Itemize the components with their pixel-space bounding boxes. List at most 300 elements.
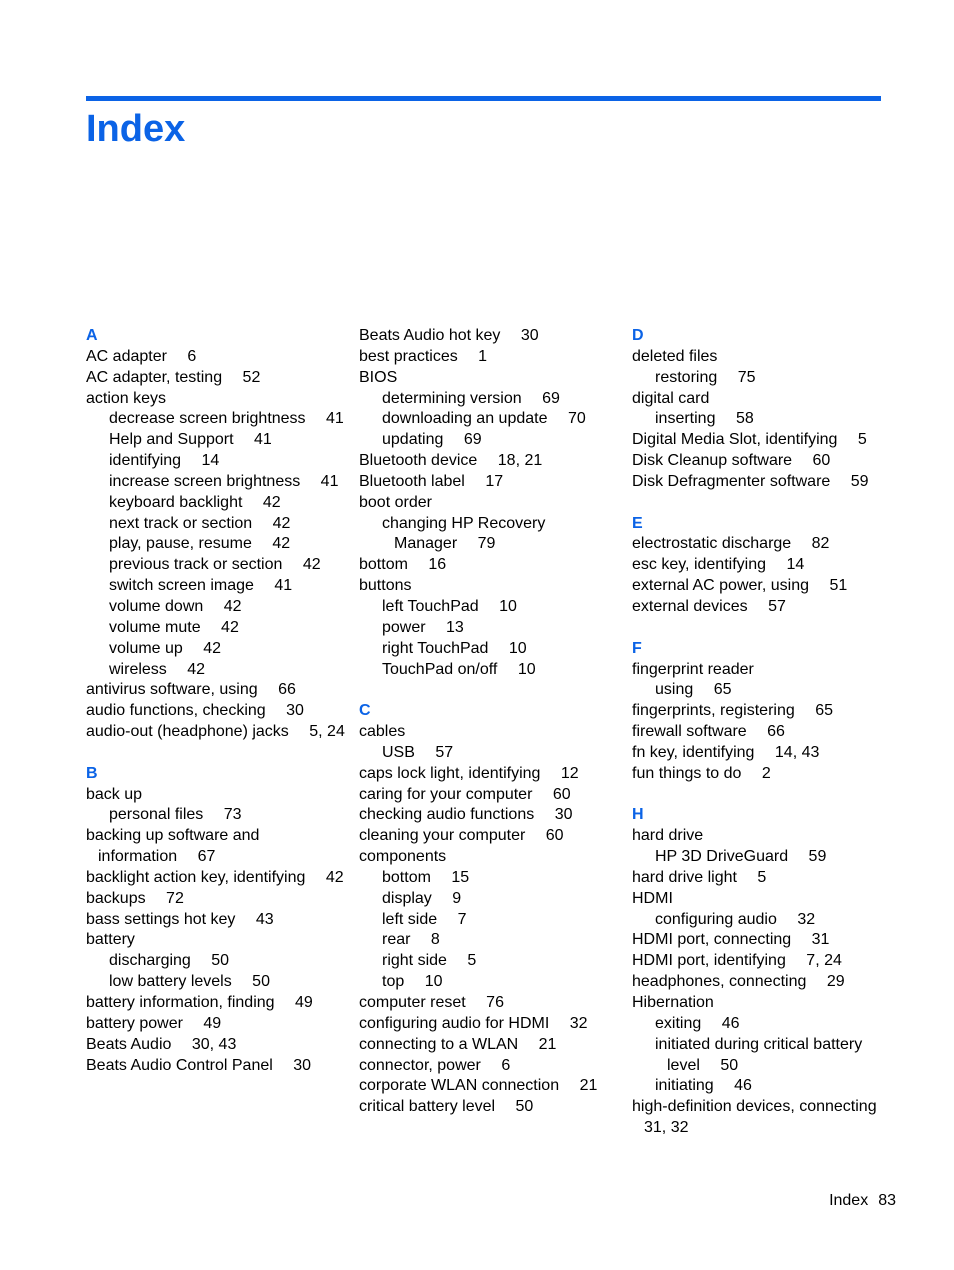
entry-page-ref[interactable]: 52 [242, 368, 261, 386]
entry-page-ref[interactable]: 30 [293, 1056, 312, 1074]
entry-term: increase screen brightness [109, 472, 301, 490]
entry-term: external devices [632, 597, 748, 615]
entry-page-ref[interactable]: 42 [272, 535, 291, 553]
entry-term: Bluetooth label [359, 472, 465, 490]
entry-page-ref[interactable]: 42 [325, 868, 344, 886]
index-subentry [632, 910, 894, 931]
entry-page-ref[interactable]: 6 [187, 347, 197, 365]
entry-term: bass settings hot key [86, 910, 236, 928]
index-subentry [86, 618, 348, 639]
index-entry [632, 951, 894, 972]
entry-page-ref[interactable]: 30 [520, 327, 539, 344]
index-subentry [359, 743, 621, 764]
index-entry [632, 430, 894, 451]
entry-term: deleted files [632, 347, 718, 365]
entry-term: checking audio functions [359, 806, 535, 824]
index-subentry [359, 639, 621, 660]
entry-page-ref[interactable]: 32 [797, 910, 816, 928]
entry-term: AC adapter [86, 347, 167, 365]
entry-page-ref[interactable]: 58 [735, 410, 754, 428]
entry-term: initiating [655, 1077, 714, 1095]
index-entry [632, 701, 894, 722]
index-subentry [86, 430, 348, 451]
entry-term: bottom [359, 556, 408, 574]
index-subentry [359, 660, 621, 681]
index-subentry [86, 639, 348, 660]
entry-term: headphones, connecting [632, 973, 807, 991]
index-entry [86, 1035, 348, 1056]
index-entry [86, 1056, 348, 1077]
entry-page-ref[interactable]: 72 [166, 889, 184, 907]
entry-page-ref[interactable]: 70 [567, 410, 586, 428]
entry-term: fingerprint reader [632, 660, 754, 678]
index-entry [632, 764, 894, 785]
entry-term: backlight action key, identifying [86, 868, 306, 886]
entry-page-ref[interactable]: 76 [486, 994, 504, 1011]
entry-page-ref[interactable]: 14, 43 [774, 743, 820, 761]
index-subentry [86, 534, 348, 555]
index-entry [359, 1097, 621, 1118]
footer-label: Index [829, 1192, 869, 1209]
index-entry [632, 743, 894, 764]
entry-page-ref[interactable]: 42 [223, 597, 242, 615]
entry-page-ref[interactable]: 32 [569, 1014, 588, 1032]
entry-term: volume up [109, 639, 183, 657]
entry-page-ref[interactable]: 42 [187, 660, 206, 678]
index-entry [359, 368, 621, 389]
entry-page-ref[interactable]: 14 [786, 556, 805, 574]
entry-page-ref[interactable]: 66 [767, 723, 785, 741]
index-entry [632, 576, 894, 597]
entry-term: electrostatic discharge [632, 535, 792, 553]
entry-page-ref[interactable]: 12 [560, 764, 579, 782]
section-letter: D [632, 327, 644, 344]
entry-term: firewall software [632, 723, 747, 741]
entry-term: discharging [109, 952, 191, 970]
index-entry [86, 868, 348, 889]
index-entry [359, 785, 621, 806]
entry-term: esc key, identifying [632, 556, 766, 574]
section-letter: C [359, 702, 371, 720]
entry-term: fn key, identifying [632, 743, 755, 761]
entry-page-ref[interactable]: 2 [761, 764, 771, 782]
section-letter: B [86, 764, 98, 782]
entry-page-ref[interactable]: 31 [811, 931, 830, 949]
entry-page-ref[interactable]: 5 [467, 952, 477, 970]
index-entry [86, 347, 348, 368]
entry-page-ref[interactable]: 16 [428, 556, 447, 574]
index-subentry [86, 660, 348, 681]
entry-term: changing HP Recovery Manager [382, 514, 546, 553]
index-entry [86, 368, 348, 389]
index-subentry [632, 1076, 894, 1097]
entry-term: configuring audio for HDMI [359, 1014, 550, 1032]
entry-term: using [655, 681, 694, 699]
entry-term: power [382, 618, 426, 636]
entry-term: Beats Audio Control Panel [86, 1056, 273, 1074]
entry-page-ref[interactable]: 46 [721, 1014, 740, 1032]
index-subentry [359, 389, 621, 410]
title-rule [86, 96, 881, 101]
entry-term: bottom [382, 868, 431, 886]
entry-page-ref[interactable]: 59 [850, 472, 869, 490]
index-entry [86, 889, 348, 910]
index-entry [632, 534, 894, 555]
entry-term: rear [382, 931, 411, 949]
entry-page-ref[interactable]: 65 [713, 681, 732, 699]
index-subentry [86, 451, 348, 472]
index-entry [86, 930, 348, 951]
entry-page-ref[interactable]: 18, 21 [497, 452, 543, 470]
index-entry [632, 868, 894, 889]
index-subentry [86, 409, 348, 430]
index-entry [359, 764, 621, 785]
index-entry [632, 472, 894, 493]
index-section [632, 326, 894, 493]
index-subentry [86, 951, 348, 972]
index-subentry [86, 555, 348, 576]
entry-page-ref[interactable]: 21 [579, 1077, 598, 1095]
index-entry [86, 910, 348, 931]
entry-page-ref[interactable]: 10 [517, 660, 536, 678]
entry-term: downloading an update [382, 410, 548, 428]
entry-page-ref[interactable]: 49 [203, 1014, 222, 1032]
entry-term: connector, power [359, 1056, 481, 1074]
entry-term: right side [382, 952, 447, 970]
entry-page-ref[interactable]: 6 [501, 1056, 511, 1074]
entry-page-ref[interactable]: 10 [508, 639, 527, 657]
entry-page-ref[interactable]: 41 [326, 410, 344, 428]
entry-term: top [382, 973, 405, 991]
entry-page-ref[interactable]: 60 [552, 785, 571, 803]
index-entry [632, 930, 894, 951]
section-letter: A [86, 327, 98, 344]
entry-term: buttons [359, 577, 412, 595]
entry-term: connecting to a WLAN [359, 1035, 519, 1053]
entry-page-ref[interactable]: 9 [452, 889, 462, 907]
entry-term: configuring audio [655, 910, 777, 928]
entry-page-ref[interactable]: 50 [720, 1056, 739, 1074]
entry-page-ref[interactable]: 69 [542, 389, 560, 407]
index-entry [86, 826, 348, 868]
entry-term: HP 3D DriveGuard [655, 848, 789, 866]
entry-page-ref[interactable]: 21 [538, 1035, 557, 1053]
entry-term: cleaning your computer [359, 827, 526, 845]
index-subentry [86, 472, 348, 493]
index-section [359, 701, 621, 1118]
entry-term: battery power [86, 1014, 183, 1032]
entry-term: Disk Cleanup software [632, 452, 793, 470]
entry-page-ref[interactable]: 13 [446, 618, 464, 636]
entry-term: identifying [109, 452, 182, 470]
entry-term: Digital Media Slot, identifying [632, 431, 838, 449]
entry-page-ref[interactable]: 8 [430, 931, 440, 949]
index-subentry [359, 514, 621, 556]
index-entry [359, 326, 621, 347]
entry-term: exiting [655, 1014, 702, 1032]
entry-term: antivirus software, using [86, 681, 258, 699]
index-subentry [359, 618, 621, 639]
index-entry [632, 451, 894, 472]
entry-term: personal files [109, 806, 204, 824]
index-entry [632, 1097, 894, 1139]
entry-page-ref[interactable]: 10 [424, 973, 443, 991]
index-subentry [86, 597, 348, 618]
page-number: 83 [878, 1192, 896, 1209]
index-subentry [86, 576, 348, 597]
page-footer [700, 1190, 896, 1212]
index-entry [359, 493, 621, 514]
index-subentry [86, 805, 348, 826]
section-letter: E [632, 514, 643, 532]
index-entry [359, 1056, 621, 1077]
entry-term: volume mute [109, 618, 201, 636]
index-section [86, 764, 348, 1077]
index-entry [359, 347, 621, 368]
entry-page-ref[interactable]: 60 [545, 827, 564, 845]
entry-term: restoring [655, 368, 718, 386]
entry-term: battery information, finding [86, 994, 275, 1011]
entry-term: battery [86, 931, 135, 949]
entry-page-ref[interactable]: 41 [274, 577, 293, 595]
entry-page-ref[interactable]: 66 [278, 681, 296, 699]
index-subentry [632, 1035, 894, 1077]
entry-term: right TouchPad [382, 639, 489, 657]
index-subentry [359, 430, 621, 451]
entry-term: inserting [655, 410, 716, 428]
index-entry [86, 993, 348, 1014]
index-entry [86, 680, 348, 701]
entry-term: HDMI port, connecting [632, 931, 792, 949]
entry-page-ref[interactable]: 42 [221, 618, 239, 636]
index-subentry [359, 910, 621, 931]
entry-term: backing up software and information [86, 827, 260, 866]
index-subentry [632, 368, 894, 389]
index-entry [359, 1076, 621, 1097]
entry-page-ref[interactable]: 82 [811, 535, 830, 553]
entry-term: wireless [109, 660, 167, 678]
index-entry [632, 389, 894, 410]
entry-page-ref[interactable]: 65 [815, 702, 833, 720]
index-column-2 [359, 326, 621, 1118]
entry-page-ref[interactable]: 31, 32 [644, 1119, 689, 1137]
entry-term: external AC power, using [632, 577, 809, 595]
entry-term: fun things to do [632, 764, 742, 782]
index-subentry [632, 680, 894, 701]
entry-term: keyboard backlight [109, 493, 243, 511]
entry-term: Beats Audio hot key [359, 327, 501, 344]
entry-term: action keys [86, 389, 167, 407]
entry-page-ref[interactable]: 41 [253, 431, 272, 449]
index-entry [632, 347, 894, 368]
entry-term: boot order [359, 493, 432, 511]
index-entry [359, 1035, 621, 1056]
index-entry [359, 576, 621, 597]
entry-page-ref[interactable]: 75 [737, 368, 756, 386]
entry-page-ref[interactable]: 29 [826, 973, 845, 991]
entry-page-ref[interactable]: 5, 24 [309, 723, 345, 741]
entry-page-ref[interactable]: 73 [223, 806, 242, 824]
index-section [86, 326, 348, 743]
entry-page-ref[interactable]: 50 [252, 973, 270, 991]
index-section [632, 639, 894, 785]
entry-term: high-definition devices, connecting [632, 1098, 877, 1116]
index-entry [359, 805, 621, 826]
entry-term: USB [382, 743, 415, 761]
index-section [632, 514, 894, 618]
index-column-3 [632, 326, 894, 1139]
entry-page-ref[interactable]: 14 [201, 452, 220, 470]
entry-page-ref[interactable]: 59 [808, 848, 827, 866]
entry-term: computer reset [359, 994, 466, 1011]
entry-term: HDMI [632, 889, 673, 907]
index-entry [359, 826, 621, 847]
entry-term: back up [86, 785, 143, 803]
entry-page-ref[interactable]: 30, 43 [191, 1035, 237, 1053]
entry-term: hard drive light [632, 868, 737, 886]
entry-page-ref[interactable]: 7, 24 [806, 952, 842, 970]
entry-page-ref[interactable]: 5 [857, 431, 867, 449]
section-letter: F [632, 639, 642, 657]
entry-term: audio-out (headphone) jacks [86, 723, 289, 741]
index-entry [632, 722, 894, 743]
index-entry [359, 722, 621, 743]
entry-term: decrease screen brightness [109, 410, 306, 428]
index-entry [359, 993, 621, 1014]
entry-page-ref[interactable]: 42 [302, 556, 321, 574]
entry-term: components [359, 848, 447, 866]
entry-page-ref[interactable]: 67 [197, 848, 216, 866]
entry-page-ref[interactable]: 7 [457, 910, 467, 928]
entry-term: backups [86, 889, 146, 907]
entry-term: Help and Support [109, 431, 234, 449]
entry-term: determining version [382, 389, 522, 407]
entry-term: play, pause, resume [109, 535, 252, 553]
entry-page-ref[interactable]: 46 [734, 1077, 752, 1095]
entry-page-ref[interactable]: 79 [477, 535, 496, 553]
entry-page-ref[interactable]: 42 [203, 639, 222, 657]
index-entry [632, 889, 894, 910]
index-subentry [359, 597, 621, 618]
index-entry [359, 451, 621, 472]
index-subentry [632, 847, 894, 868]
entry-term: Bluetooth device [359, 452, 478, 470]
entry-term: best practices [359, 347, 458, 365]
entry-term: caring for your computer [359, 785, 533, 803]
index-section [632, 805, 894, 1139]
page-title: Index [86, 108, 186, 150]
index-subentry [86, 972, 348, 993]
index-entry [359, 472, 621, 493]
entry-term: next track or section [109, 514, 253, 532]
index-entry [632, 826, 894, 847]
index-entry [632, 660, 894, 681]
index-entry [86, 722, 348, 743]
entry-page-ref[interactable]: 30 [554, 806, 573, 824]
entry-term: Disk Defragmenter software [632, 472, 831, 490]
index-entry [359, 1014, 621, 1035]
entry-page-ref[interactable]: 5 [757, 868, 767, 886]
index-entry [86, 701, 348, 722]
entry-term: switch screen image [109, 577, 254, 595]
entry-page-ref[interactable]: 43 [255, 910, 274, 928]
entry-term: HDMI port, identifying [632, 952, 786, 970]
index-subentry [359, 409, 621, 430]
entry-page-ref[interactable]: 17 [485, 472, 504, 490]
index-subentry [632, 409, 894, 430]
entry-term: updating [382, 431, 444, 449]
entry-page-ref[interactable]: 57 [768, 597, 786, 615]
index-section [359, 326, 621, 680]
entry-term: digital card [632, 389, 710, 407]
index-column-1 [86, 326, 348, 1076]
entry-page-ref[interactable]: 60 [812, 452, 831, 470]
entry-term: Beats Audio [86, 1035, 172, 1053]
entry-term: left side [382, 910, 438, 928]
entry-term: audio functions, checking [86, 702, 266, 720]
index-subentry [86, 493, 348, 514]
entry-term: cables [359, 723, 406, 741]
index-entry [359, 555, 621, 576]
index-entry [86, 1014, 348, 1035]
index-entry [86, 785, 348, 806]
entry-page-ref[interactable]: 41 [320, 472, 339, 490]
index-entry [632, 555, 894, 576]
entry-page-ref[interactable]: 50 [211, 952, 230, 970]
entry-term: fingerprints, registering [632, 702, 795, 720]
entry-term: BIOS [359, 368, 398, 386]
index-entry [359, 847, 621, 868]
entry-term: previous track or section [109, 556, 283, 574]
entry-term: initiated during critical battery level [655, 1035, 863, 1074]
index-subentry [632, 1014, 894, 1035]
entry-term: caps lock light, identifying [359, 764, 541, 782]
entry-term: hard drive [632, 827, 704, 845]
index-subentry [359, 972, 621, 993]
entry-page-ref[interactable]: 10 [499, 597, 517, 615]
entry-term: critical battery level [359, 1098, 496, 1116]
entry-term: left TouchPad [382, 597, 479, 615]
index-subentry [359, 889, 621, 910]
entry-term: Hibernation [632, 994, 714, 1011]
entry-page-ref[interactable]: 51 [829, 577, 848, 595]
entry-page-ref[interactable]: 50 [515, 1098, 534, 1116]
index-entry [86, 389, 348, 410]
entry-page-ref[interactable]: 69 [463, 431, 482, 449]
index-entry [632, 993, 894, 1014]
index-subentry [86, 514, 348, 535]
index-entry [632, 597, 894, 618]
entry-term: display [382, 889, 432, 907]
entry-page-ref[interactable]: 15 [451, 868, 470, 886]
index-subentry [359, 930, 621, 951]
entry-term: AC adapter, testing [86, 368, 223, 386]
index-entry [632, 972, 894, 993]
index-subentry [359, 951, 621, 972]
entry-page-ref[interactable]: 42 [262, 493, 281, 511]
entry-page-ref[interactable]: 49 [295, 994, 313, 1011]
entry-term: low battery levels [109, 973, 232, 991]
index-subentry [359, 868, 621, 889]
section-letter: H [632, 806, 644, 824]
entry-term: TouchPad on/off [382, 660, 498, 678]
entry-page-ref[interactable]: 30 [286, 702, 304, 720]
entry-term: corporate WLAN connection [359, 1077, 560, 1095]
entry-term: volume down [109, 597, 204, 615]
entry-page-ref[interactable]: 42 [272, 514, 291, 532]
entry-page-ref[interactable]: 57 [435, 743, 454, 761]
entry-page-ref[interactable]: 1 [478, 347, 488, 365]
